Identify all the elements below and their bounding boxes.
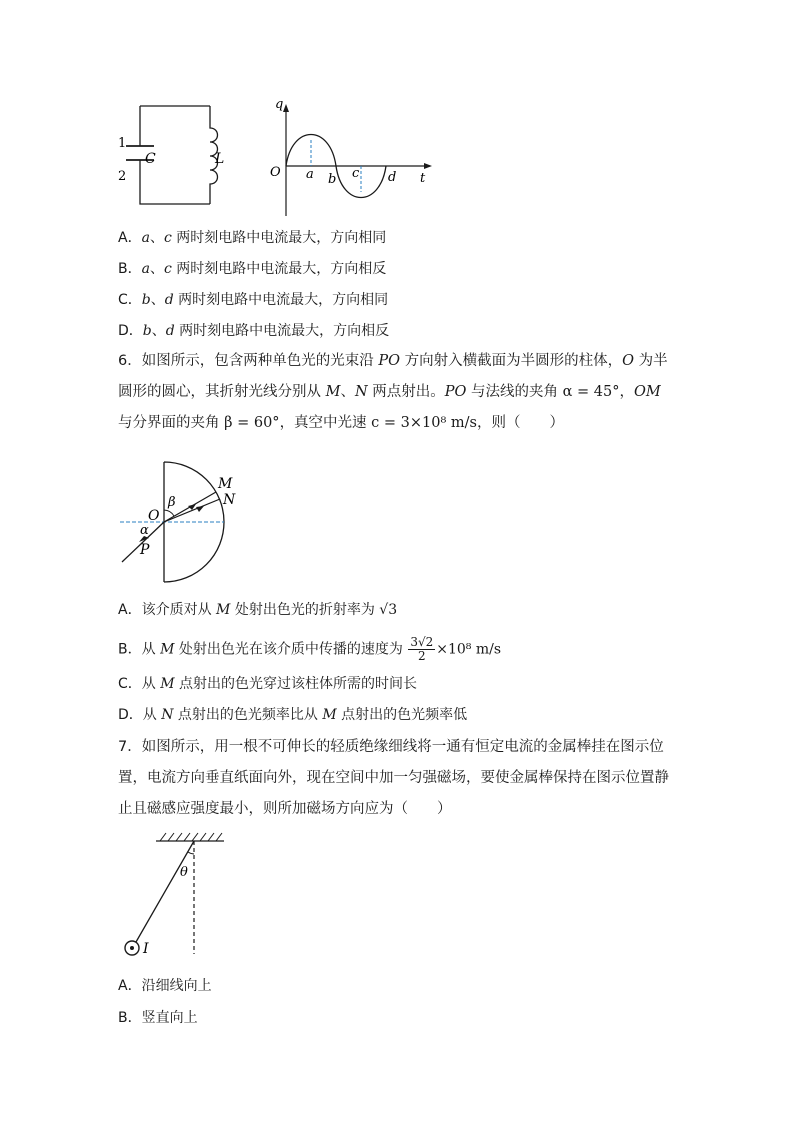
plate-1-label: 1 bbox=[118, 136, 127, 151]
q6-option-a[interactable]: A．该介质对从 M 处射出色光的折射率为 √3 bbox=[118, 602, 398, 618]
point-c-label: c bbox=[352, 166, 360, 181]
lc-circuit-figure bbox=[112, 100, 232, 210]
q5-option-d[interactable]: D．b、d 两时刻电路中电流最大，方向相反 bbox=[118, 323, 390, 339]
ceiling-hatch bbox=[160, 833, 222, 841]
capacitor-label: C bbox=[145, 151, 156, 167]
q6-option-b[interactable]: B．从 M 处射出色光在该介质中传播的速度为 $\frac{3√2}{2}$ ×10⁸ m/s bbox=[118, 635, 502, 663]
point-d-label: d bbox=[388, 170, 397, 185]
q5-option-a[interactable]: A．a、c 两时刻电路中电流最大，方向相同 bbox=[118, 230, 387, 246]
point-o-label: O bbox=[148, 508, 160, 524]
inductor-label: L bbox=[215, 151, 225, 167]
beta-label: β bbox=[168, 495, 176, 510]
q6-stem: 6．如图所示，包含两种单色光的光束沿 PO 方向射入横截面为半圆形的柱体，O 为半圆形的圆心，其折射光线分别从 M、N 两点射出。PO 与法线的夹角 α = 45°，OM 与分界面的夹角 β = 60°，真空中光速 c = 3×10⁸ m/s，则（ ） bbox=[118, 353, 668, 431]
t-axis-label: t bbox=[420, 171, 426, 186]
point-b-label: b bbox=[328, 172, 337, 187]
point-n-label: N bbox=[223, 492, 236, 508]
q7-option-a[interactable]: A．沿细线向上 bbox=[118, 978, 212, 994]
q6-option-d[interactable]: D．从 N 点射出的色光频率比从 M 点射出的色光频率低 bbox=[118, 707, 468, 723]
velocity-fraction: $\frac{3√2}{2}$ bbox=[410, 635, 434, 663]
q5-option-b[interactable]: B．a、c 两时刻电路中电流最大，方向相反 bbox=[118, 261, 387, 277]
hanging-rod-figure bbox=[112, 830, 234, 962]
q-t-graph bbox=[266, 96, 438, 220]
q7-stem: 7．如图所示，用一根不可伸长的轻质绝缘细线将一通有恒定电流的金属棒挂在图示位置，电流方向垂直纸面向外，现在空间中加一匀强磁场，要使金属棒保持在图示位置静止且磁感应强度最小，则所加磁场方向应为（ ） bbox=[118, 739, 669, 817]
plate-2-label: 2 bbox=[118, 169, 127, 184]
point-a-label: a bbox=[306, 167, 314, 182]
q7-option-b[interactable]: B．竖直向上 bbox=[118, 1010, 198, 1026]
q5-option-c[interactable]: C．b、d 两时刻电路中电流最大，方向相同 bbox=[118, 292, 389, 308]
current-label: I bbox=[143, 941, 149, 957]
thread bbox=[136, 841, 194, 942]
alpha-label: α bbox=[140, 523, 149, 538]
q-axis-label: q bbox=[275, 97, 284, 112]
semicircle-refraction-figure bbox=[112, 456, 244, 588]
point-p-label: P bbox=[140, 542, 150, 558]
origin-label: O bbox=[270, 165, 281, 180]
point-m-label: M bbox=[218, 476, 233, 492]
q6-option-c[interactable]: C．从 M 点射出的色光穿过该柱体所需的时间长 bbox=[118, 676, 418, 692]
theta-label: θ bbox=[180, 865, 188, 880]
